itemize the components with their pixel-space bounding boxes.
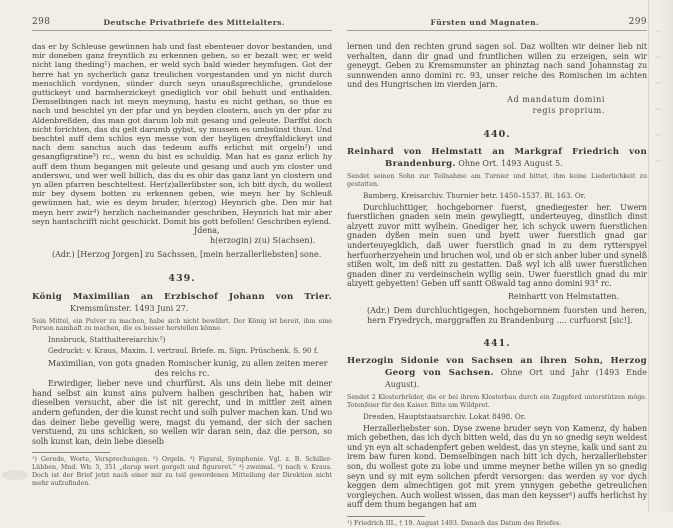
letter-440-body: Durchluchttiger, hochgeborner fuerst, gnediegester her. Uwern fuerstlichen gnaden sein mein gewyliegtt, underteuyeg, dinstlich dinst alzyett zuvor mitt wylhein. Gnediger her, ich schyck uwern fuerstlichen gnaden dyßen mein suen und byett uwer fuerstlich gnad gar underteuyegklich, daß uwer fuerstlich gnad in zu dem rytterspyel herfuorherzyehein und bruchen wol, und ob er sich anber luber und synelß stißen wolt, im deß nitt zu gestatten. Daß wyl ich alß uwer fuerstlichen gnaden diner zu verdeinschein wyllig sein. Uwer fuerstlich gnad du mir alzyett gebyetten! Geben uff santt Oßwald tag anno domini 93° rc. (347, 202, 647, 289)
letter-address: (Adr.) [Herzog Jorgen] zu Sachssen, [mein herzallerliebsten] sone. (52, 250, 322, 260)
mandate-line-1: Ad mandatum domini (507, 94, 605, 104)
footnote-rule (347, 516, 425, 517)
book-page-left (32, 14, 332, 506)
footnotes-left (32, 452, 332, 487)
letter-441-body: Herzallerliebster son. Dyse zwene bruder seyn von Kamenz, dy haben mich gebethen, das ich dych bitten weld, das du yn so gnedig seyn weldest und yn eyn alt schadenpfert geben weldest, das yn steyne, kalk und sant zu irem baw furen kond. Demselbingen nach bitt ich dych, herzallerliebster son, du wollest gote zu lobe und umme meyner bethe willen yn so gnedig seyn und sy mit eym solichen pferdt versorgen: das werden sy vor dych keggen dem almechtigen got mit yrem ynnygen gebethe getreulichen vorgleychen. Auch wollest wissen, das man den keysser¹) auffs herlichst hy auff dem thum begangen hat am (347, 423, 647, 510)
scan-smudge (2, 470, 28, 480)
letter-440-heading-main: Reinhard von Helmstatt an Markgraf Friedrich von Brandenburg. (347, 146, 647, 169)
letter-440-summary: Sendet seinen Sohn zur Teilnahme am Turnier und bittet, ihm keine Liederlichkeit zu gestatten. (347, 172, 647, 188)
letter-440-number: 440. (483, 128, 511, 140)
letter-441-heading (347, 356, 647, 391)
salutation-line-2: des reichs rc. (154, 369, 210, 379)
letter-439-heading-location: Kremsmünster. 1493 Juni 27. (70, 303, 189, 313)
letter-441-heading-location: Ohne Ort und Jahr (1493 Ende August). (385, 368, 647, 390)
running-title: Deutsche Privatbriefe des Mittelalters. (103, 18, 285, 27)
letter-439-heading-main: König Maximilian an Erzbischof Johann von Trier. (32, 291, 332, 302)
letter-438-continuation: das er by Schleuse gewünnen hab und fast ebenteuer dovor bestanden, und mir doneben ganz freyntlich zu erkennen geben, so er bezalt wer, er weld nicht lang theding¹) machen, er weld sych bald wieder heymfugen. Got der herre hat yn sycherlich ganz treulichen vorgestanden und yn nicht durch menschlich vordynen, sünder durch seyn unaußsprechliche, grundelose guttickeyt und barmherzickeyt gnediglich vor obil behutt und enthalden. Demselbingen nach ist meyn meynung, hastu es nicht gethan, so thue es nach und beschtel yn der pfar und yn beyden clostern, auch yn der pfar zu Aldenbreßden, das man got darum lob mit gesang und geleute. Darffst doch nicht forichten, das du gelt darumb gybst, sy mussen es umbsünst thun. Und beschtel auff dem schlos eyn messe von der heyligen dreyffaldickeyt und nach dem sanctus auch das tedeum auffs erlichst mit orgeln²) und gesangfigratine³) rc., wenn du bist es schuldig. Man hat es ganz erlich hy auff dem thum begangen mit geleute und gesang und auch ym closter und anderswu, und wer well billich, das du es obir das ganz lant yn clostern und yn allen pfarren beschteltest. Her(z)allerlibster son, ich bitt dych, du wollest mir bey dysem botten zu erkennen geben, wie meyn her by Schleuß gewünnen hat, wie es deym bruder, h(erzog) Heynrich ghe. Den mir hat meyn herr zwir⁴) herzlich nacheinander geschriben, Heynrich hat mir aber seyn hantschrifft nicht geschickt. Domit bis gott befollen! Geschriben eylend. (32, 42, 332, 226)
page-edge-line (648, 0, 649, 512)
footnote-text: ¹) Friedrich III., † 19. August 1493. Danach das Datum des Briefes. (347, 520, 562, 528)
letter-441-number: 441. (483, 338, 511, 350)
page-number: 299 (628, 17, 647, 27)
letter-440-heading-location: Ohne Ort. 1493 August 5. (455, 158, 563, 168)
letter-439-continuation: lernen und den rechten grund sagen sol. Daz wollten wir deiner lieb nit verhalten, dann dir gnad und fruntlichen willen zu erzeigen, sein wir geneygt. Geben zu Kremsmunster an phinztag nach sand Johannstag zu sunnwenden anno domini rc. 93, unser reiche des Romischen im achten und des Hungrischen im vierden jarn. (347, 42, 647, 90)
signature-title: h(erzogin) z(u) S(achsen). (210, 236, 316, 246)
letter-440-heading (347, 147, 647, 170)
book-page-right (347, 14, 647, 528)
letter-441-summary: Sendet 2 Klosterbrüder, die er bei ihrem Klosterbau durch ein Zugpferd unterstützen möge. Totenfeier für den Kaiser. Bitte um Wildpret. (347, 394, 647, 409)
footnote-rule (32, 452, 110, 453)
letter-439-number: 439. (168, 272, 196, 284)
mandate-block (347, 94, 647, 116)
letter-440-signature: Reinhartt von Helmstatten. (507, 291, 619, 301)
mandate-line-2: regis proprium. (532, 105, 605, 115)
scan-shadow (659, 0, 673, 512)
salutation-line-1: Maximilian, von gots gnaden Romischer kunig, zu allen zeiten merer (48, 359, 328, 369)
letter-441-heading-main: Herzogin Sidonie von Sachsen an ihren Sohn, Herzog Georg von Sachsen. (347, 356, 647, 379)
signature-name: Jdena, (194, 226, 220, 236)
letter-439-heading (32, 291, 332, 315)
letter-440-archive: Bamberg, Kreisarchiv. Thurnier betr. 1450–1537. Bl. 163. Or. (363, 190, 586, 200)
page-header-right (347, 14, 647, 31)
footnote-text: ¹) Gerede, Worte, Versprechungen. ²) Orgeln. ³) Figural, Symphonie. Vgl. z. B. Schiller-Lübben, Mnd. Wb. 5, 351 „darup wert gorgelt und figureret.“ ⁴) zweimal. ⁵) nach v. Kraus. Doch ist der Brief jetzt nach einer mir zu teil gewordenen Mitteilung der Direktion nicht mehr aufzufinden. (32, 456, 332, 487)
page-number: 298 (32, 17, 51, 27)
letter-440-address: (Adr.) Dem durchluchtigegen, hochgebornnem fuorsten und heren, hern Fryedrych, marggraffen zu Brandenburg .... curfuorst [sic!]. (367, 305, 647, 325)
letter-439-archive: Innsbruck, Statthaltereiarchiv.⁵) (48, 335, 166, 345)
page-header-left (32, 14, 332, 31)
footnotes-right (347, 516, 647, 528)
letter-439-salutation (32, 359, 332, 379)
letter-439-summary: Sein Mittel, ein Pulver zu machen, habe sich nicht bewährt. Der König ist bereit, ihm eine Person namhaft zu machen, die es besser herstellen könne. (32, 317, 332, 333)
running-title: Fürsten und Magnaten. (430, 18, 540, 27)
letter-439-body: Erwirdiger, lieber neve und churfürst. Als uns dein liebe mit deiner hand selbst ain kunst ains pulvern halben geschriben hat, haben wir dieselben versucht, aber die ist nit gerecht, und in mittler zeit ainen andern gefunden, der die kunst recht und solh pulver machen kan. Und wo das deiner liebe gevellig were, magst du yemand, der sich der sachen verstuend, zu uns schicken, so wellen wir daran sein, daz die person, so solh kunst kan, dein liebe dieselb (32, 379, 332, 446)
scan-smudge (655, 30, 661, 170)
letter-441-archive: Dresden, Hauptstaatsarchiv. Lokat 8498. Or. (363, 411, 526, 421)
letter-439-printed: Gedruckt: v. Kraus, Maxim. I. vertraul. Briefe. m. Sign. Prüschenk. S. 90 f. (48, 346, 319, 356)
